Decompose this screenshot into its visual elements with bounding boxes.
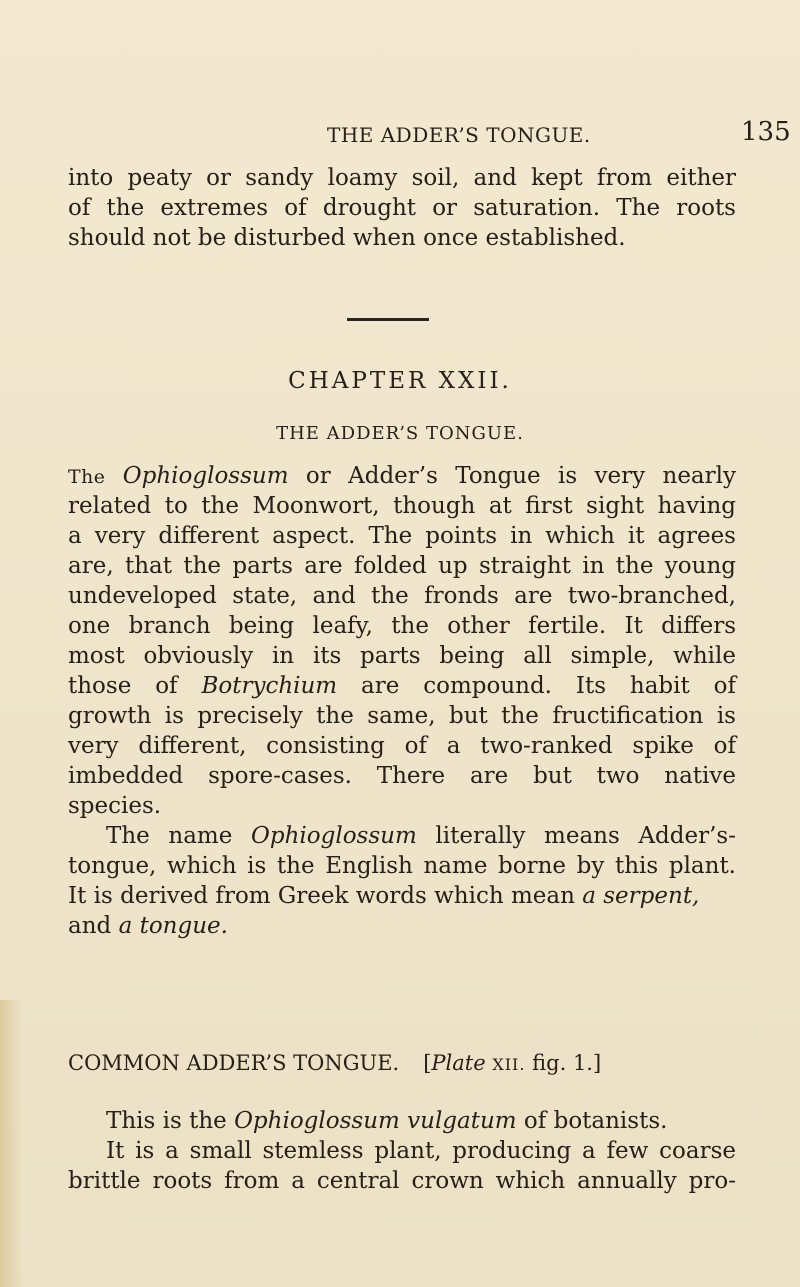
section-rule bbox=[347, 318, 429, 321]
body-line: tongue, which is the English name borne by this plant. bbox=[68, 853, 736, 879]
section-heading bbox=[68, 1051, 601, 1075]
body-line: into peaty or sandy loamy soil, and kept from either bbox=[68, 165, 736, 191]
body-line: a very different aspect. The points in which it agrees bbox=[68, 523, 736, 549]
plate-label: Plate bbox=[431, 1051, 486, 1075]
body-line: brittle roots from a central crown which annually pro- bbox=[68, 1168, 736, 1194]
body-line: very different, consisting of a two-ranked spike of bbox=[68, 733, 736, 759]
body-line: one branch being leafy, the other fertile. It differs bbox=[68, 613, 736, 639]
plate-reference bbox=[423, 1051, 601, 1075]
line-text: This is the bbox=[106, 1108, 235, 1134]
page-edge-stain bbox=[0, 1000, 22, 1287]
plate-number: XII. bbox=[492, 1055, 526, 1074]
body-line: should not be disturbed when once established. bbox=[68, 225, 626, 251]
body-line: related to the Moonwort, though at first sight having bbox=[68, 493, 736, 519]
genus-name: Botrychium bbox=[201, 673, 338, 699]
italic-phrase: a tongue. bbox=[118, 913, 228, 939]
section-title: COMMON ADDER’S TONGUE. bbox=[68, 1051, 400, 1075]
chapter-title: CHAPTER XXII. bbox=[288, 368, 512, 394]
chapter-subtitle: THE ADDER’S TONGUE. bbox=[276, 423, 524, 444]
body-line: growth is precisely the same, but the fructification is bbox=[68, 703, 736, 729]
italic-phrase: a serpent, bbox=[582, 883, 700, 909]
first-word: The bbox=[68, 466, 106, 488]
line-text: It is derived from Greek words which mean bbox=[68, 883, 583, 909]
body-line: of the extremes of drought or saturation. The roots bbox=[68, 195, 736, 221]
body-line bbox=[68, 671, 736, 701]
body-line bbox=[68, 881, 736, 911]
line-text: of botanists. bbox=[516, 1108, 668, 1134]
line-text: The name bbox=[106, 823, 252, 849]
body-line: imbedded spore-cases. There are but two native bbox=[68, 763, 736, 789]
line-text: and bbox=[68, 913, 119, 939]
running-head: THE ADDER’S TONGUE. bbox=[327, 123, 591, 147]
figure-label: fig. 1.] bbox=[532, 1051, 602, 1075]
body-line: undeveloped state, and the fronds are two-branched, bbox=[68, 583, 736, 609]
body-line bbox=[68, 911, 736, 941]
body-line: most obviously in its parts being all simple, while bbox=[68, 643, 736, 669]
body-line bbox=[68, 461, 736, 492]
page-number: 135 bbox=[741, 117, 791, 147]
line-text: or Adder’s Tongue is very nearly bbox=[288, 463, 736, 489]
body-line bbox=[106, 821, 736, 851]
line-text: are compound. Its habit of bbox=[337, 673, 736, 699]
genus-name: Ophioglossum bbox=[251, 823, 417, 849]
body-line: It is a small stemless plant, producing a few coarse bbox=[106, 1138, 736, 1164]
line-text: literally means Adder’s- bbox=[416, 823, 736, 849]
bracket: [ bbox=[423, 1051, 432, 1075]
species-name: Ophioglossum vulgatum bbox=[234, 1108, 517, 1134]
body-line: are, that the parts are folded up straight in the young bbox=[68, 553, 736, 579]
line-text: those of bbox=[68, 673, 202, 699]
body-line bbox=[106, 1106, 736, 1136]
body-line: species. bbox=[68, 793, 162, 819]
genus-name: Ophioglossum bbox=[122, 463, 289, 489]
